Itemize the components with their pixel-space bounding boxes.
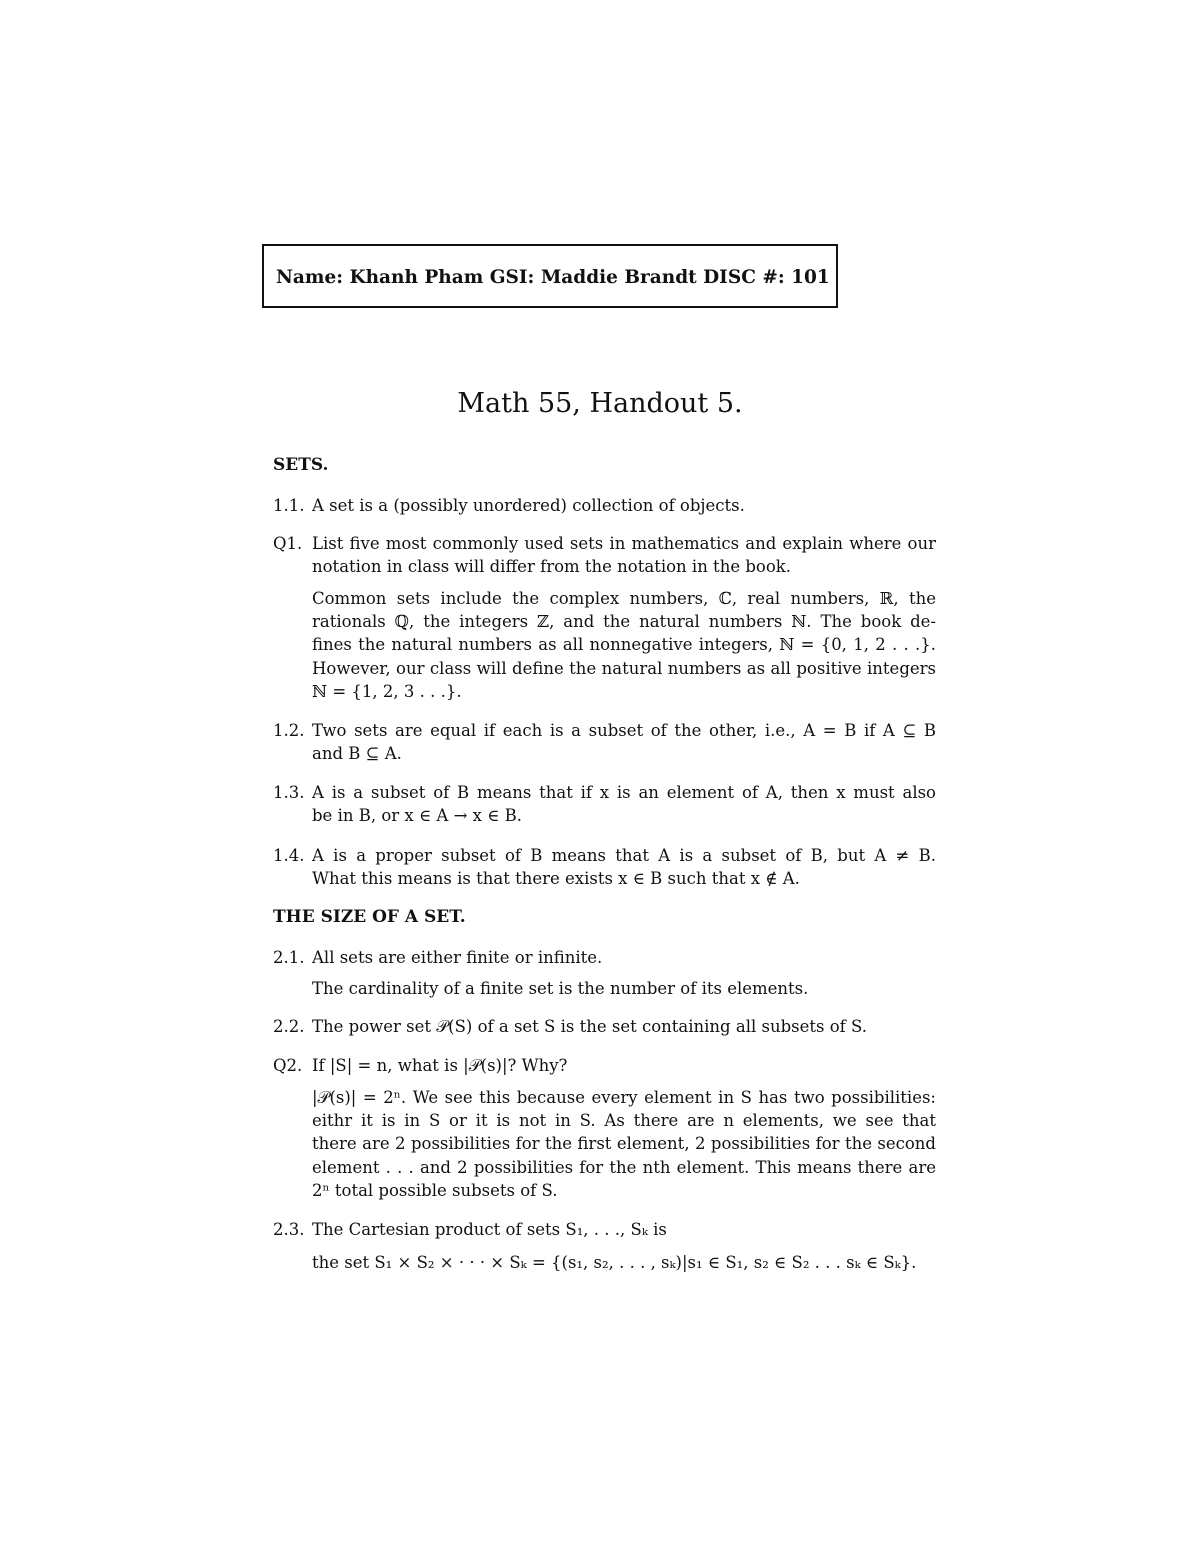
answer-text: ℕ = {1, 2, 3 . . .}. (312, 682, 462, 701)
item-text: Two sets are equal if each is a subset of the other, i.e., A = B if A ⊆ B (312, 721, 936, 740)
question-text: If |S| = n, what is |𝒫(s)|? Why? (312, 1056, 568, 1075)
answer-text: rationals ℚ, the integers ℤ, and the natural numbers ℕ. The book de- (312, 612, 936, 631)
answer-text: fines the natural numbers as all nonnegative integers, ℕ = {0, 1, 2 . . .}. (312, 635, 936, 654)
item-number: 1.2. (273, 721, 305, 740)
answer-text: there are 2 possibilities for the first element, 2 possibilities for the second (312, 1134, 936, 1153)
item-number: 2.1. (273, 948, 305, 967)
item-text: The Cartesian product of sets S₁, . . ., Sₖ is (312, 1220, 667, 1239)
item-number: 1.4. (273, 846, 305, 865)
answer-text: element . . . and 2 possibilities for the nth element. This means there are (312, 1158, 936, 1177)
item-text: A is a proper subset of B means that A is a subset of B, but A ≠ B. (312, 846, 936, 865)
section-heading-sets: SETS. (273, 455, 329, 475)
item-text: the set S₁ × S₂ × · · · × Sₖ = {(s₁, s₂, . . . , sₖ)|s₁ ∈ S₁, s₂ ∈ S₂ . . . sₖ ∈ Sₖ}. (312, 1253, 917, 1272)
item-text: and B ⊆ A. (312, 744, 402, 763)
question-text: notation in class will differ from the notation in the book. (312, 557, 791, 576)
item-text: be in B, or x ∈ A → x ∈ B. (312, 806, 523, 825)
page-title: Math 55, Handout 5. (457, 388, 743, 419)
item-number: 2.2. (273, 1017, 305, 1036)
question-text: List five most commonly used sets in mathematics and explain where our (312, 534, 936, 553)
answer-text: |𝒫(s)| = 2ⁿ. We see this because every element in S has two possibilities: (312, 1088, 936, 1107)
answer-text: Common sets include the complex numbers, ℂ, real numbers, ℝ, the (312, 589, 936, 608)
item-text: The cardinality of a finite set is the number of its elements. (312, 979, 809, 998)
section-heading-size: THE SIZE OF A SET. (273, 907, 466, 927)
item-text: A set is a (possibly unordered) collection of objects. (312, 496, 745, 515)
item-text: A is a subset of B means that if x is an element of A, then x must also (312, 783, 936, 802)
item-text: The power set 𝒫(S) of a set S is the set containing all subsets of S. (312, 1017, 867, 1036)
question-number: Q1. (273, 534, 303, 553)
item-text: All sets are either finite or infinite. (312, 948, 603, 967)
item-number: 1.1. (273, 496, 305, 515)
question-number: Q2. (273, 1056, 303, 1075)
name-box: Name: Khanh Pham GSI: Maddie Brandt DISC #: 101 (262, 244, 838, 308)
item-text: What this means is that there exists x ∈ B such that x ∉ A. (312, 869, 800, 888)
item-number: 1.3. (273, 783, 305, 802)
answer-text: eithr it is in S or it is not in S. As there are n elements, we see that (312, 1111, 936, 1130)
answer-text: 2ⁿ total possible subsets of S. (312, 1181, 558, 1200)
answer-text: However, our class will define the natural numbers as all positive integers (312, 659, 936, 678)
item-number: 2.3. (273, 1220, 305, 1239)
